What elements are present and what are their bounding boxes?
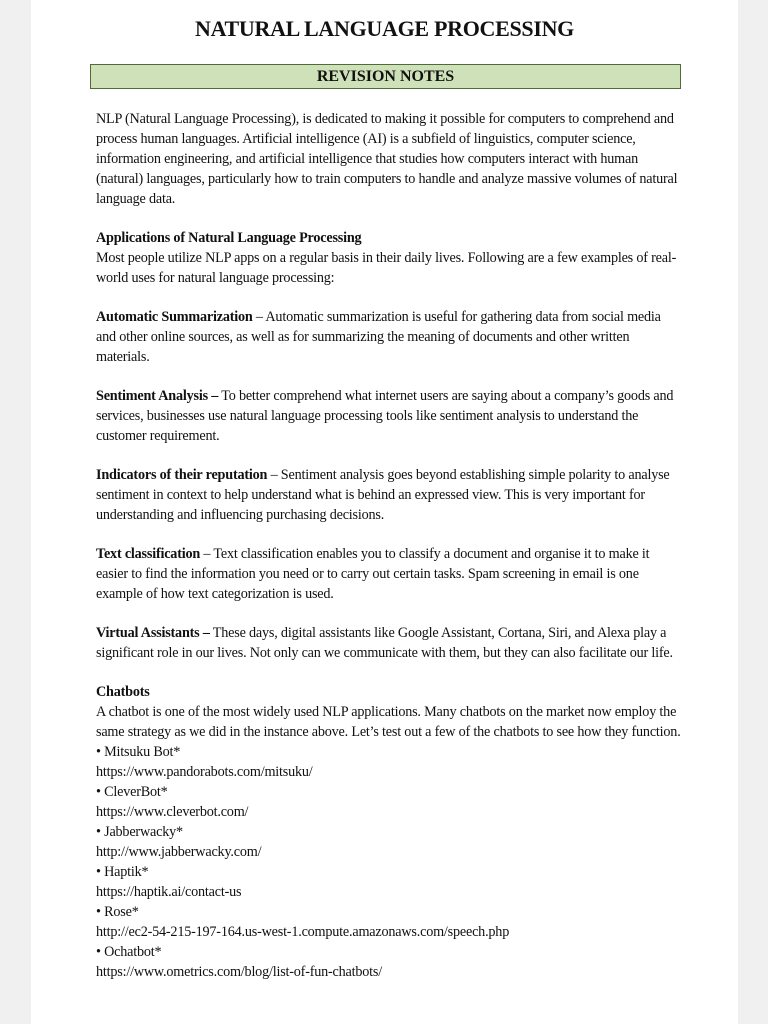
list-item bbox=[96, 862, 681, 902]
chatbot-link[interactable]: https://www.pandorabots.com/mitsuku/ bbox=[96, 764, 313, 780]
section-term: Sentiment Analysis – bbox=[96, 388, 219, 404]
chatbot-link[interactable]: http://ec2-54-215-197-164.us-west-1.compute.amazonaws.com/speech.php bbox=[96, 924, 510, 940]
section-text: – Sentiment analysis goes beyond establishing simple polarity to analyse sentiment in context to help understand what is behind an expressed view. This is very important for understanding and influencing purchasing decisions. bbox=[96, 467, 670, 523]
section-text: – Text classification enables you to classify a document and organise it to make it easier to find the information you need or to carry out certain tasks. Spam screening in email is one example of how text categorization is used. bbox=[96, 546, 650, 602]
section-sentiment-analysis bbox=[96, 386, 681, 446]
section-text: To better comprehend what internet users are saying about a company’s goods and services, businesses use natural language processing tools like sentiment analysis to understand the customer requirement. bbox=[96, 388, 674, 444]
section-text: These days, digital assistants like Google Assistant, Cortana, Siri, and Alexa play a significant role in our lives. Not only can we communicate with them, but they can also facilitate our life. bbox=[96, 625, 673, 661]
list-item bbox=[96, 742, 681, 782]
chatbot-link[interactable]: https://www.cleverbot.com/ bbox=[96, 804, 249, 820]
revision-notes-banner: REVISION NOTES bbox=[90, 64, 681, 89]
section-term: Indicators of their reputation bbox=[96, 467, 268, 483]
section-virtual-assistants bbox=[96, 623, 681, 663]
applications-text: Most people utilize NLP apps on a regular basis in their daily lives. Following are a few examples of real-world uses for natural language processing: bbox=[96, 250, 677, 286]
section-text-classification bbox=[96, 544, 681, 604]
section-term: Virtual Assistants – bbox=[96, 625, 210, 641]
chatbots-section bbox=[96, 682, 681, 982]
intro-paragraph: NLP (Natural Language Processing), is dedicated to making it possible for computers to comprehend and process human languages. Artificial intelligence (AI) is a subfield of linguistics, computer science, information engineering, and artificial intelligence that studies how computers interact with human (natural) languages, particularly how to train computers to handle and analyze massive volumes of natural language data. bbox=[96, 111, 678, 207]
section-term: Text classification bbox=[96, 546, 201, 562]
document-body bbox=[96, 109, 681, 982]
chatbots-text: A chatbot is one of the most widely used NLP applications. Many chatbots on the market now employ the same strategy as we did in the instance above. Let’s test out a few of the chatbots to see how they function. bbox=[96, 704, 681, 740]
list-item bbox=[96, 822, 681, 862]
list-item bbox=[96, 942, 681, 982]
chatbot-list bbox=[96, 742, 681, 982]
chatbot-link[interactable]: https://www.ometrics.com/blog/list-of-fun-chatbots/ bbox=[96, 964, 382, 980]
chatbots-heading: Chatbots bbox=[96, 684, 150, 700]
section-automatic-summarization bbox=[96, 307, 681, 367]
document-title: NATURAL LANGUAGE PROCESSING bbox=[195, 16, 574, 41]
applications-section bbox=[96, 228, 681, 288]
section-text: – Automatic summarization is useful for gathering data from social media and other online sources, as well as for summarizing the meaning of documents and other written materials. bbox=[96, 309, 661, 365]
chatbot-name: • Jabberwacky* bbox=[96, 824, 183, 840]
list-item bbox=[96, 902, 681, 942]
chatbot-name: • Rose* bbox=[96, 904, 139, 920]
chatbot-name: • Mitsuku Bot* bbox=[96, 744, 180, 760]
chatbot-name: • Haptik* bbox=[96, 864, 148, 880]
chatbot-name: • Ochatbot* bbox=[96, 944, 161, 960]
chatbot-name: • CleverBot* bbox=[96, 784, 168, 800]
chatbot-link[interactable]: http://www.jabberwacky.com/ bbox=[96, 844, 262, 860]
section-reputation-indicators bbox=[96, 465, 681, 525]
document-page bbox=[31, 0, 738, 1024]
chatbot-link[interactable]: https://haptik.ai/contact-us bbox=[96, 884, 242, 900]
applications-heading: Applications of Natural Language Processing bbox=[96, 230, 362, 246]
section-term: Automatic Summarization bbox=[96, 309, 253, 325]
list-item bbox=[96, 782, 681, 822]
